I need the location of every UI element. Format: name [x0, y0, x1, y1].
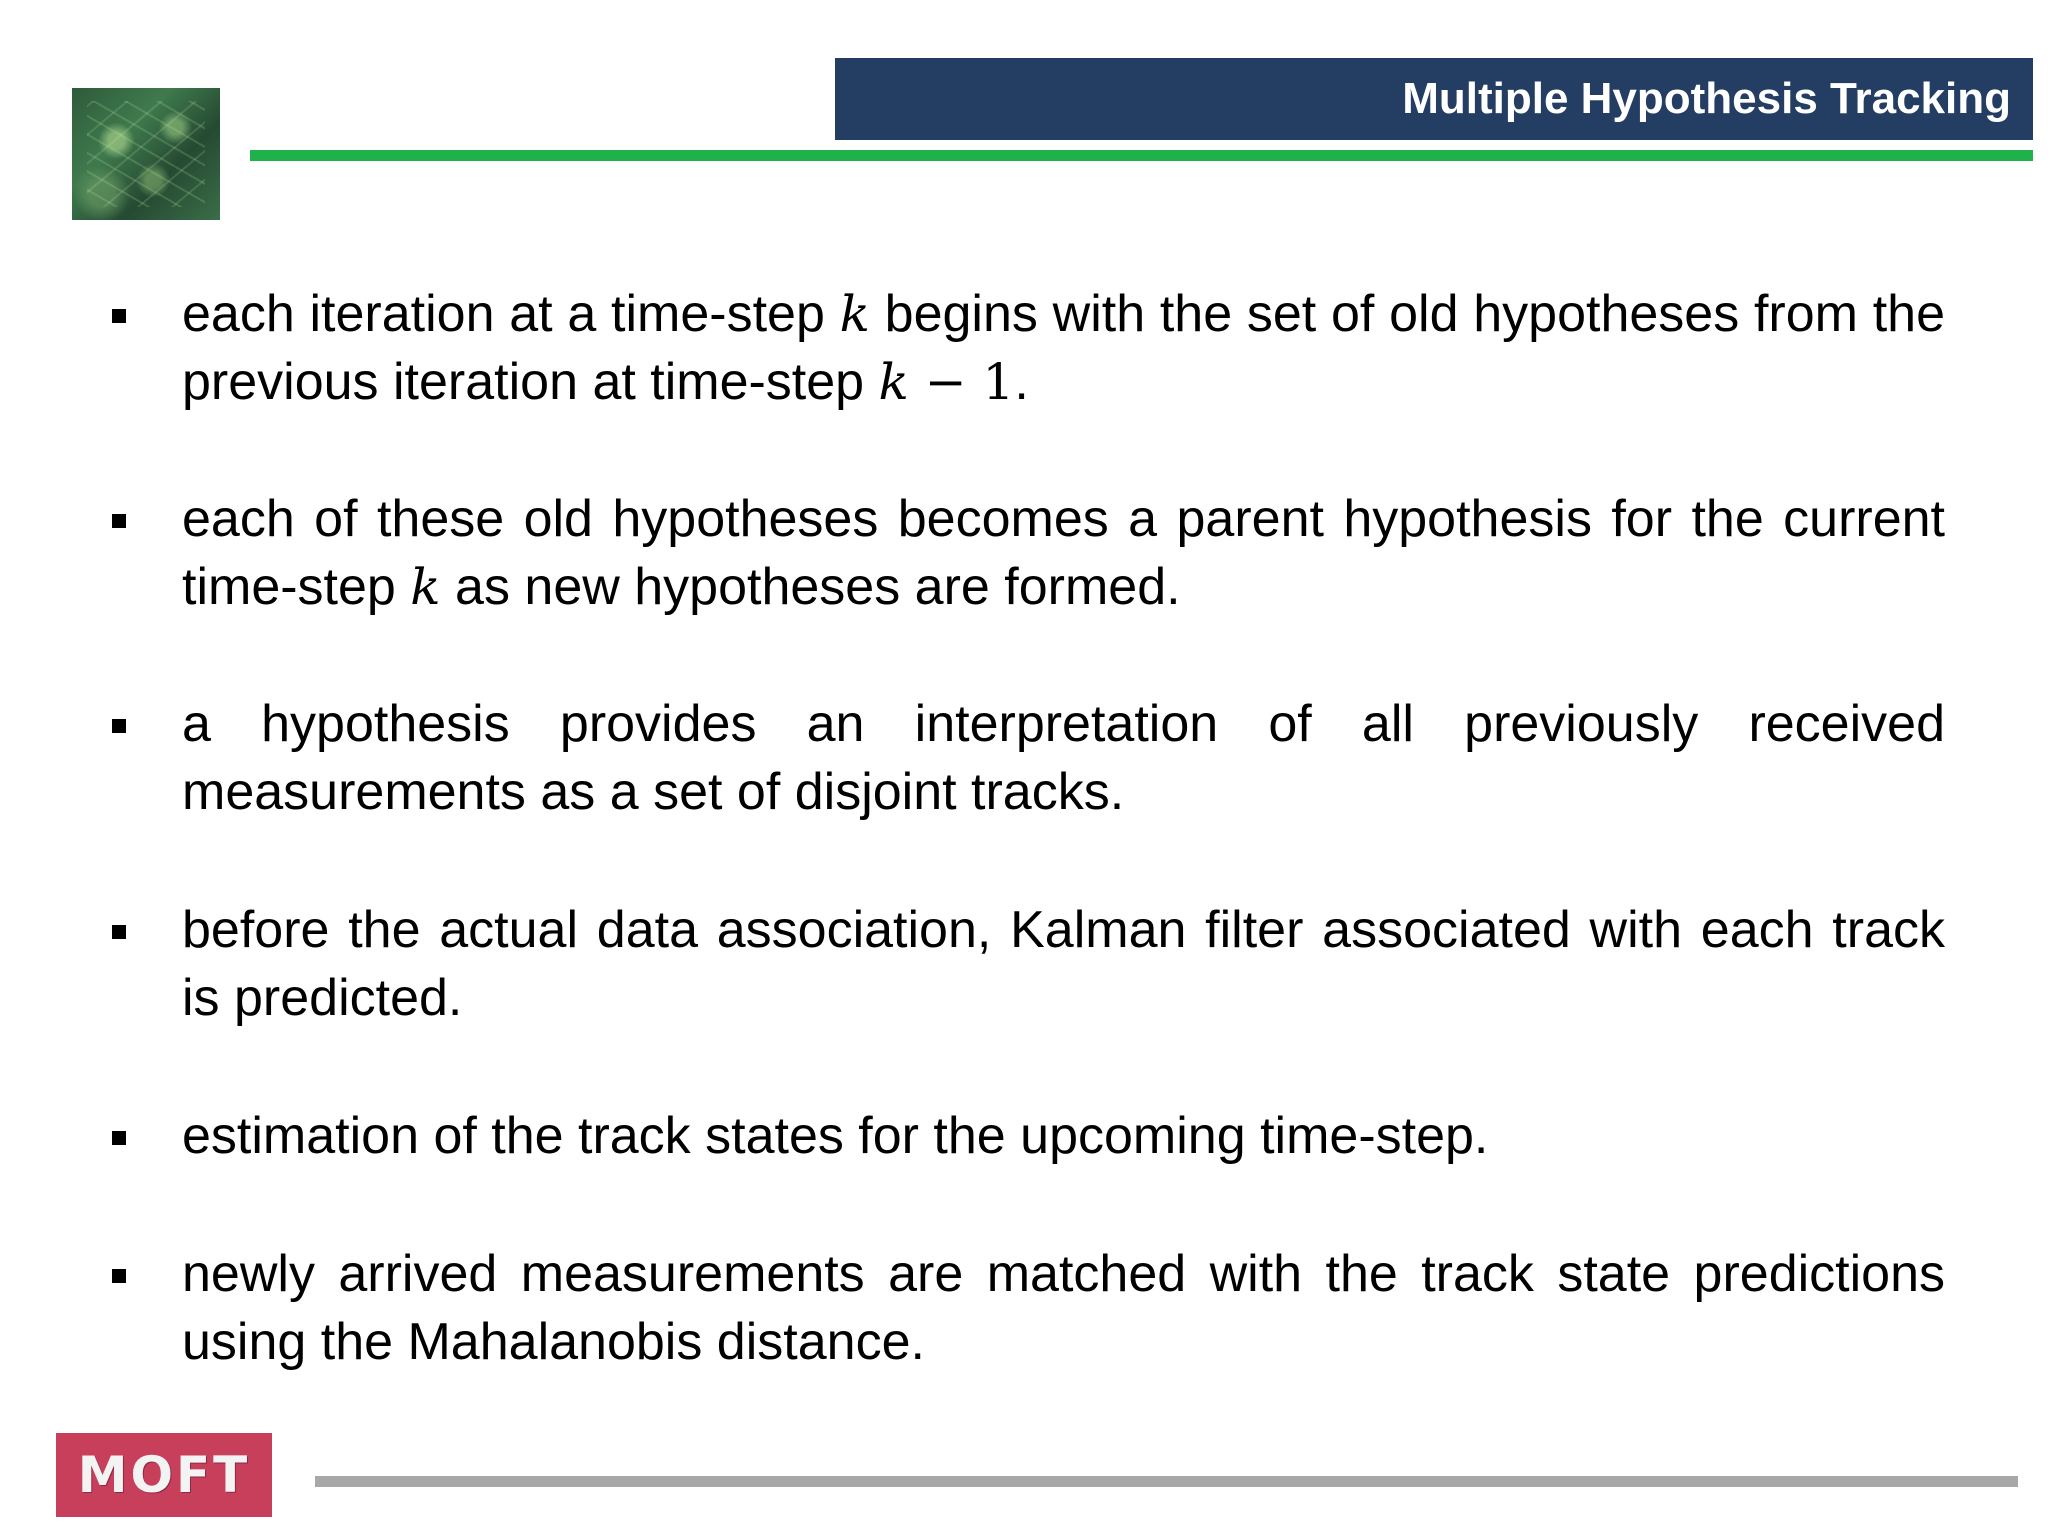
text-segment: as new hypotheses are formed.	[440, 558, 1181, 616]
bullet-text: before the actual data association, Kalman filter associated with each track is predicted.	[182, 901, 1945, 1027]
footer-divider	[315, 1476, 2018, 1487]
title-bar	[835, 58, 2033, 140]
math-variable: k	[878, 353, 909, 411]
bullet-marker	[104, 485, 182, 553]
bullet-text	[182, 280, 1945, 416]
moft-logo	[56, 1433, 272, 1517]
bullet-marker	[104, 280, 182, 348]
text-segment: each of these old hypotheses becomes a parent hypothesis for the current time-step	[182, 490, 1945, 616]
bullet-marker	[104, 896, 182, 964]
text-segment: each iteration at a time-step	[182, 285, 840, 343]
math-expression: − 1	[908, 353, 1015, 411]
bullet-marker	[104, 1102, 182, 1170]
math-variable: k	[410, 558, 441, 616]
bullet-text: a hypothesis provides an interpretation of all previously received measurements as a set of disjoint tracks.	[182, 695, 1945, 821]
slide-title: Multiple Hypothesis Tracking	[1402, 74, 2011, 123]
list-item	[104, 896, 1954, 1032]
header-thumbnail-image	[72, 88, 220, 220]
logo-text: MOFT	[77, 1446, 251, 1504]
bullet-text: estimation of the track states for the upcoming time-step.	[182, 1107, 1489, 1165]
header-divider	[250, 150, 2033, 161]
list-item	[104, 690, 1954, 826]
bullet-text	[182, 485, 1945, 621]
bullet-marker	[104, 1240, 182, 1308]
bullet-marker	[104, 690, 182, 758]
list-item	[104, 485, 1954, 621]
text-segment: begins with the set of old hypotheses from the previous iteration at time-step	[182, 285, 1945, 411]
list-item	[104, 280, 1954, 416]
list-item	[104, 1102, 1954, 1170]
text-segment: .	[1014, 353, 1029, 411]
math-variable: k	[839, 285, 870, 343]
list-item	[104, 1240, 1954, 1376]
bullet-text: newly arrived measurements are matched with the track state predictions using the Mahalanobis distance.	[182, 1245, 1945, 1371]
